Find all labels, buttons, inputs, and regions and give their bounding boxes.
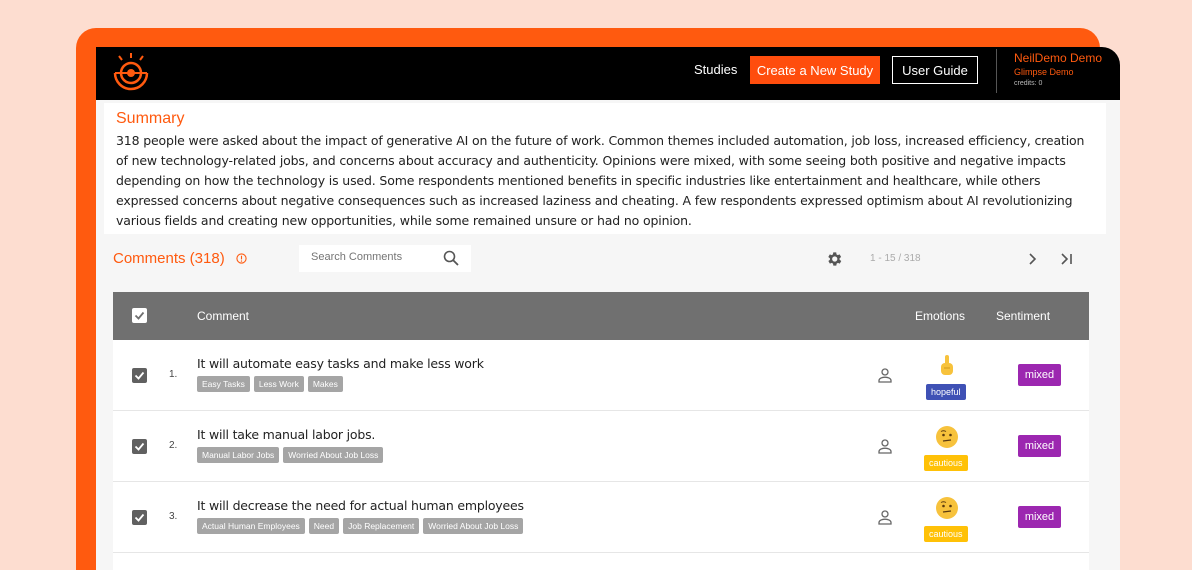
row-checkbox[interactable] [132, 439, 147, 454]
header-comment[interactable]: Comment [197, 309, 250, 323]
nav-divider [996, 49, 997, 93]
tag[interactable]: Worried About Job Loss [423, 518, 523, 534]
search-box [299, 245, 471, 272]
search-input[interactable] [299, 245, 429, 269]
thinking-face-emoji-icon [935, 425, 959, 449]
tag-list [197, 447, 383, 463]
emotion-badge: cautious [924, 526, 968, 542]
user-org: Glimpse Demo [1014, 67, 1074, 77]
tag[interactable]: Need [309, 518, 339, 534]
header-sentiment[interactable]: Sentiment [996, 309, 1051, 323]
summary-title: Summary [116, 110, 185, 127]
comments-table [113, 292, 1089, 570]
summary-text: 318 people were asked about the impact of generative AI on the future of work. Common themes included automation, job loss, increased efficiency, creation of new technology-related jobs, and concerns about accuracy and authenticity. Opinions were mixed, with some seeing both positive and negative impacts depending on how the technology is used. Some respondents mentioned benefits in specific industries like entertainment and healthcare, while others expressed concerns about negative consequences such as increased laziness and cheating. A few respondents expressed optimism about AI revolutionizing various fields and creating new opportunities, while some remained unsure or had no opinion. [116, 133, 1085, 228]
app-screen [96, 47, 1120, 570]
create-study-button[interactable]: Create a New Study [750, 56, 880, 84]
tag[interactable]: Job Replacement [343, 518, 419, 534]
tag-list [197, 376, 343, 392]
user-guide-button[interactable]: User Guide [892, 56, 978, 84]
tag-list [197, 518, 523, 534]
row-checkbox[interactable] [132, 368, 147, 383]
pager-text: 1 - 15 / 318 [870, 253, 921, 264]
summary-panel [104, 103, 1106, 234]
emotion-badge: cautious [924, 455, 968, 471]
table-row[interactable] [113, 340, 1089, 411]
tag[interactable]: Less Work [254, 376, 304, 392]
header-emotions[interactable]: Emotions [915, 309, 966, 323]
check-icon [134, 512, 145, 523]
tag[interactable]: Manual Labor Jobs [197, 447, 279, 463]
top-navbar [96, 47, 1120, 100]
table-row[interactable] [113, 482, 1089, 553]
row-checkbox[interactable] [132, 510, 147, 525]
row-number: 1. [169, 369, 178, 380]
emotion-badge: hopeful [926, 384, 966, 400]
logo-icon [108, 51, 154, 93]
person-icon[interactable] [877, 509, 893, 525]
table-row[interactable] [113, 553, 1089, 570]
sentiment-badge: mixed [1018, 506, 1061, 528]
table-header [113, 292, 1089, 340]
row-number: 3. [169, 511, 178, 522]
person-icon[interactable] [877, 438, 893, 454]
user-credits: credits: 0 [1014, 80, 1043, 87]
tag[interactable]: Makes [308, 376, 343, 392]
tag[interactable]: Easy Tasks [197, 376, 250, 392]
row-number: 2. [169, 440, 178, 451]
tag[interactable]: Actual Human Employees [197, 518, 305, 534]
gear-icon[interactable] [825, 250, 843, 268]
check-icon [134, 441, 145, 452]
chevron-right-icon[interactable] [1026, 252, 1040, 266]
tag[interactable]: Worried About Job Loss [283, 447, 383, 463]
sentiment-badge: mixed [1018, 364, 1061, 386]
search-icon[interactable] [443, 250, 459, 266]
last-page-icon[interactable] [1060, 252, 1074, 266]
nav-studies-link[interactable]: Studies [694, 62, 738, 77]
thinking-face-emoji-icon [935, 496, 959, 520]
select-all-checkbox[interactable] [132, 308, 147, 323]
pointing-up-emoji-icon [935, 354, 959, 378]
check-icon [134, 370, 145, 381]
comments-title: Comments (318) [113, 250, 225, 267]
check-icon [134, 310, 145, 321]
comment-text: It will decrease the need for actual human employees [197, 498, 524, 513]
comment-text: It will automate easy tasks and make less work [197, 356, 484, 371]
comment-text: It will take manual labor jobs. [197, 427, 376, 442]
user-name[interactable]: NeilDemo Demo [1014, 51, 1103, 65]
person-icon[interactable] [877, 367, 893, 383]
info-icon[interactable] [236, 253, 247, 264]
sentiment-badge: mixed [1018, 435, 1061, 457]
table-row[interactable] [113, 411, 1089, 482]
